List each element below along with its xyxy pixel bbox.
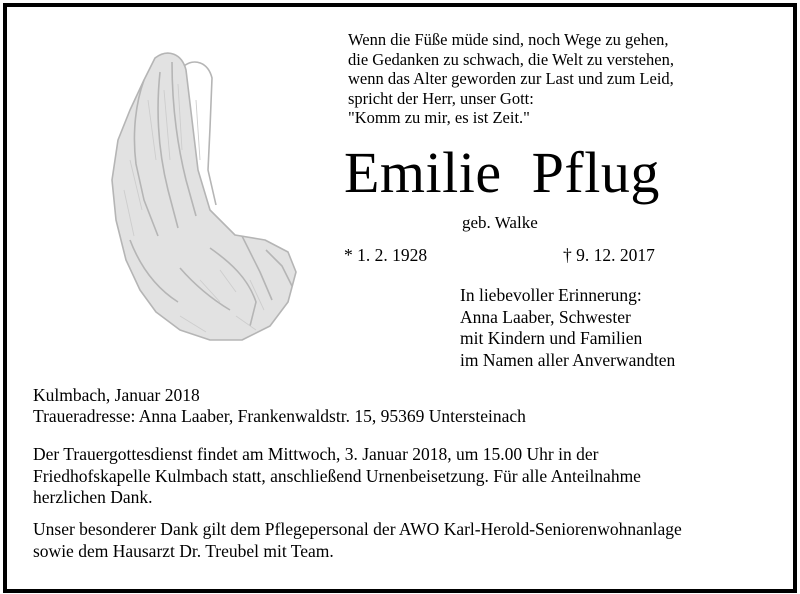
special-thanks: [33, 519, 682, 562]
deceased-name: Emilie Pflug: [344, 140, 660, 205]
service-line: herzlichen Dank.: [33, 487, 153, 507]
service-line: Der Trauergottesdienst findet am Mittwoch, 3. Januar 2018, um 15.00 Uhr in der: [33, 444, 599, 464]
praying-hands-icon: [60, 40, 300, 350]
poem-line: die Gedanken zu schwach, die Welt zu verstehen,: [348, 49, 674, 69]
mourners-line: In liebevoller Erinnerung:: [460, 285, 642, 305]
service-line: Friedhofskapelle Kulmbach statt, anschließend Urnenbeisetzung. Für alle Anteilnahme: [33, 465, 641, 486]
poem-line: Wenn die Füße müde sind, noch Wege zu gehen,: [348, 30, 669, 49]
place-date: Kulmbach, Januar 2018: [33, 385, 200, 405]
mourners-line: Anna Laaber, Schwester: [460, 306, 631, 327]
mourners-block: [460, 285, 675, 371]
poem-line: wenn das Alter geworden zur Last und zum Leid,: [348, 69, 674, 88]
poem-line: "Komm zu mir, es ist Zeit.": [348, 108, 530, 127]
poem-line: spricht der Herr, unser Gott:: [348, 88, 534, 108]
service-info: [33, 444, 778, 509]
thanks-line: Unser besonderer Dank gilt dem Pflegepersonal der AWO Karl-Herold-Seniorenwohnanlage: [33, 519, 682, 539]
place-address-block: [33, 385, 526, 427]
thanks-line: sowie dem Hausarzt Dr. Treubel mit Team.: [33, 540, 334, 561]
mourners-line: mit Kindern und Familien: [460, 328, 643, 348]
death-date: † 9. 12. 2017: [563, 245, 655, 265]
maiden-name: geb. Walke: [462, 213, 538, 232]
poem: [348, 30, 674, 128]
birth-date: * 1. 2. 1928: [344, 245, 428, 265]
mourners-line: im Namen aller Anverwandten: [460, 349, 676, 370]
mourning-address: Traueradresse: Anna Laaber, Frankenwaldstr. 15, 95369 Untersteinach: [33, 406, 526, 426]
